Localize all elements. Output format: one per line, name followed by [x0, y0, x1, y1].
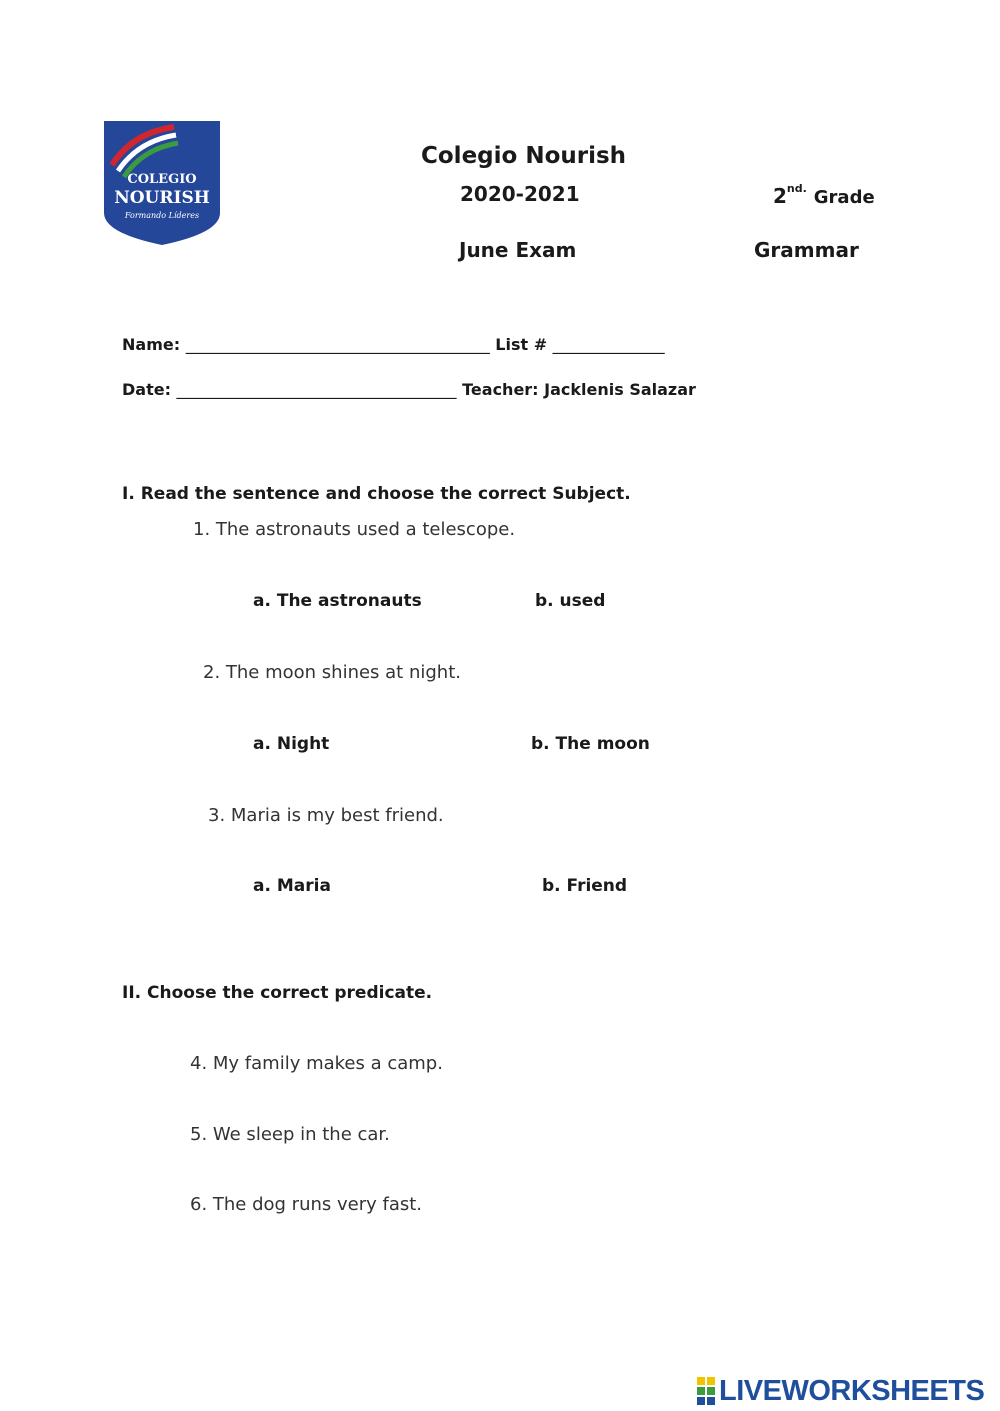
- name-blank[interactable]: ______________________________________: [185, 335, 490, 354]
- question-5: 5. We sleep in the car.: [190, 1124, 390, 1145]
- liveworksheets-watermark: [697, 1376, 984, 1406]
- logo-tagline: Formando Líderes: [124, 211, 200, 220]
- school-name: Colegio Nourish: [421, 143, 627, 169]
- grade-label: [773, 184, 875, 208]
- q3-option-a[interactable]: a. Maria: [253, 876, 331, 896]
- logo-line1: COLEGIO: [127, 172, 197, 187]
- section1-title: I. Read the sentence and choose the correct Subject.: [122, 484, 631, 504]
- subject-title: Grammar: [754, 238, 859, 262]
- q2-option-a[interactable]: a. Night: [253, 734, 330, 754]
- exam-title: June Exam: [459, 238, 577, 262]
- watermark-text: LIVEWORKSHEETS: [719, 1374, 985, 1407]
- date-blank[interactable]: ___________________________________: [176, 380, 457, 399]
- logo-line2: NOURISH: [114, 188, 210, 208]
- q1-option-a[interactable]: a. The astronauts: [253, 591, 422, 611]
- date-field-row: [122, 380, 696, 399]
- q3-option-b[interactable]: b. Friend: [542, 876, 628, 896]
- question-2: 2. The moon shines at night.: [203, 662, 461, 683]
- list-blank[interactable]: ______________: [552, 335, 665, 354]
- teacher-label: Teacher: Jacklenis Salazar: [462, 380, 696, 399]
- liveworksheets-logo-icon: [697, 1377, 715, 1405]
- grade-number: 2: [773, 184, 787, 208]
- question-1: 1. The astronauts used a telescope.: [193, 519, 516, 540]
- q2-option-b[interactable]: b. The moon: [531, 734, 650, 754]
- school-year: 2020-2021: [460, 182, 580, 206]
- school-logo: [104, 121, 220, 245]
- section2-title: II. Choose the correct predicate.: [122, 983, 433, 1003]
- name-field-row: [122, 335, 665, 354]
- name-label: Name:: [122, 335, 186, 354]
- date-label: Date:: [122, 380, 177, 399]
- q1-option-b[interactable]: b. used: [535, 591, 606, 611]
- question-4: 4. My family makes a camp.: [190, 1053, 443, 1074]
- list-label: List #: [495, 335, 553, 354]
- grade-word: Grade: [813, 187, 875, 208]
- grade-suffix: nd.: [786, 182, 807, 195]
- question-6: 6. The dog runs very fast.: [190, 1194, 423, 1215]
- question-3: 3. Maria is my best friend.: [208, 805, 444, 826]
